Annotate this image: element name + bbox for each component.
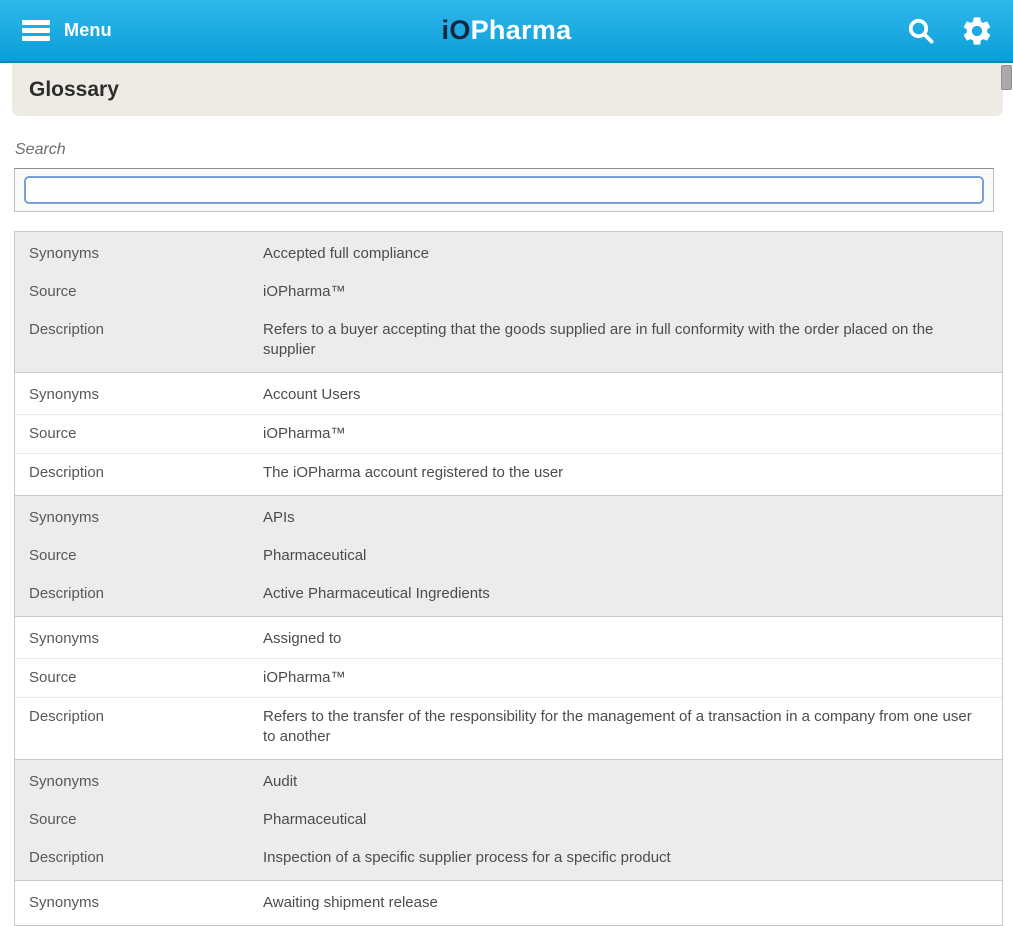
field-value: Pharmaceutical — [263, 811, 367, 828]
synonyms-row — [15, 499, 1002, 537]
field-label: Synonyms — [29, 773, 100, 790]
hamburger-icon — [22, 20, 50, 41]
logo-part-io: iO — [441, 15, 471, 45]
field-label: Source — [29, 669, 77, 686]
field-value: Refers to a buyer accepting that the goods supplied are in full conformity with the order placed on the supplier — [263, 321, 934, 358]
search-box — [14, 168, 994, 212]
field-label: Source — [29, 283, 77, 300]
synonyms-row — [15, 763, 1002, 801]
glossary-entry[interactable] — [15, 760, 1002, 881]
field-value: Audit — [263, 773, 298, 790]
field-value: Accepted full compliance — [263, 245, 429, 262]
field-label: Synonyms — [29, 386, 100, 403]
field-value: The iOPharma account registered to the user — [263, 464, 564, 481]
field-label: Synonyms — [29, 894, 100, 911]
field-label: Source — [29, 811, 77, 828]
logo-part-pharma: Pharma — [470, 15, 572, 45]
synonyms-row — [15, 376, 1002, 415]
synonyms-row — [15, 884, 1002, 922]
source-row — [15, 659, 1002, 698]
app-logo — [0, 0, 1013, 61]
field-label: Source — [29, 425, 77, 442]
scrollbar-thumb[interactable] — [1001, 65, 1012, 90]
description-row — [15, 311, 1002, 369]
field-value: APIs — [263, 509, 295, 526]
description-row — [15, 454, 1002, 492]
glossary-entry[interactable] — [15, 373, 1002, 496]
source-row — [15, 537, 1002, 575]
glossary-list — [14, 231, 1003, 926]
menu-button[interactable] — [22, 20, 112, 41]
glossary-entry[interactable] — [15, 232, 1002, 373]
field-value: Refers to the transfer of the responsibility for the management of a transaction in a company from one user to another — [263, 708, 972, 745]
search-section — [14, 141, 994, 212]
description-row — [15, 839, 1002, 877]
field-value: Active Pharmaceutical Ingredients — [263, 585, 490, 602]
field-value: iOPharma™ — [263, 669, 346, 686]
synonyms-row — [15, 620, 1002, 659]
field-label: Synonyms — [29, 630, 100, 647]
field-label: Description — [29, 708, 105, 725]
description-row — [15, 698, 1002, 756]
description-row — [15, 575, 1002, 613]
field-label: Description — [29, 321, 105, 338]
field-label: Description — [29, 585, 105, 602]
field-value: Inspection of a specific supplier process for a specific product — [263, 849, 671, 866]
search-label: Search — [15, 141, 66, 158]
field-label: Source — [29, 547, 77, 564]
source-row — [15, 801, 1002, 839]
field-value: iOPharma™ — [263, 425, 346, 442]
field-value: Awaiting shipment release — [263, 894, 438, 911]
field-label: Description — [29, 849, 105, 866]
field-value: Pharmaceutical — [263, 547, 367, 564]
gear-icon[interactable] — [959, 13, 995, 49]
page-title-bar — [12, 63, 1003, 116]
field-label: Synonyms — [29, 245, 100, 262]
source-row — [15, 415, 1002, 454]
synonyms-row — [15, 235, 1002, 273]
source-row — [15, 273, 1002, 311]
field-label: Description — [29, 464, 105, 481]
field-value: iOPharma™ — [263, 283, 346, 300]
menu-label: Menu — [64, 20, 112, 40]
field-label: Synonyms — [29, 509, 100, 526]
search-icon[interactable] — [903, 13, 939, 49]
glossary-entry[interactable] — [15, 881, 1002, 926]
glossary-entry[interactable] — [15, 617, 1002, 760]
field-value: Account Users — [263, 386, 361, 403]
header-actions — [903, 13, 995, 49]
glossary-entry[interactable] — [15, 496, 1002, 617]
app-header — [0, 0, 1013, 63]
page-title: Glossary — [29, 77, 119, 101]
search-input[interactable] — [24, 176, 984, 204]
field-value: Assigned to — [263, 630, 342, 647]
